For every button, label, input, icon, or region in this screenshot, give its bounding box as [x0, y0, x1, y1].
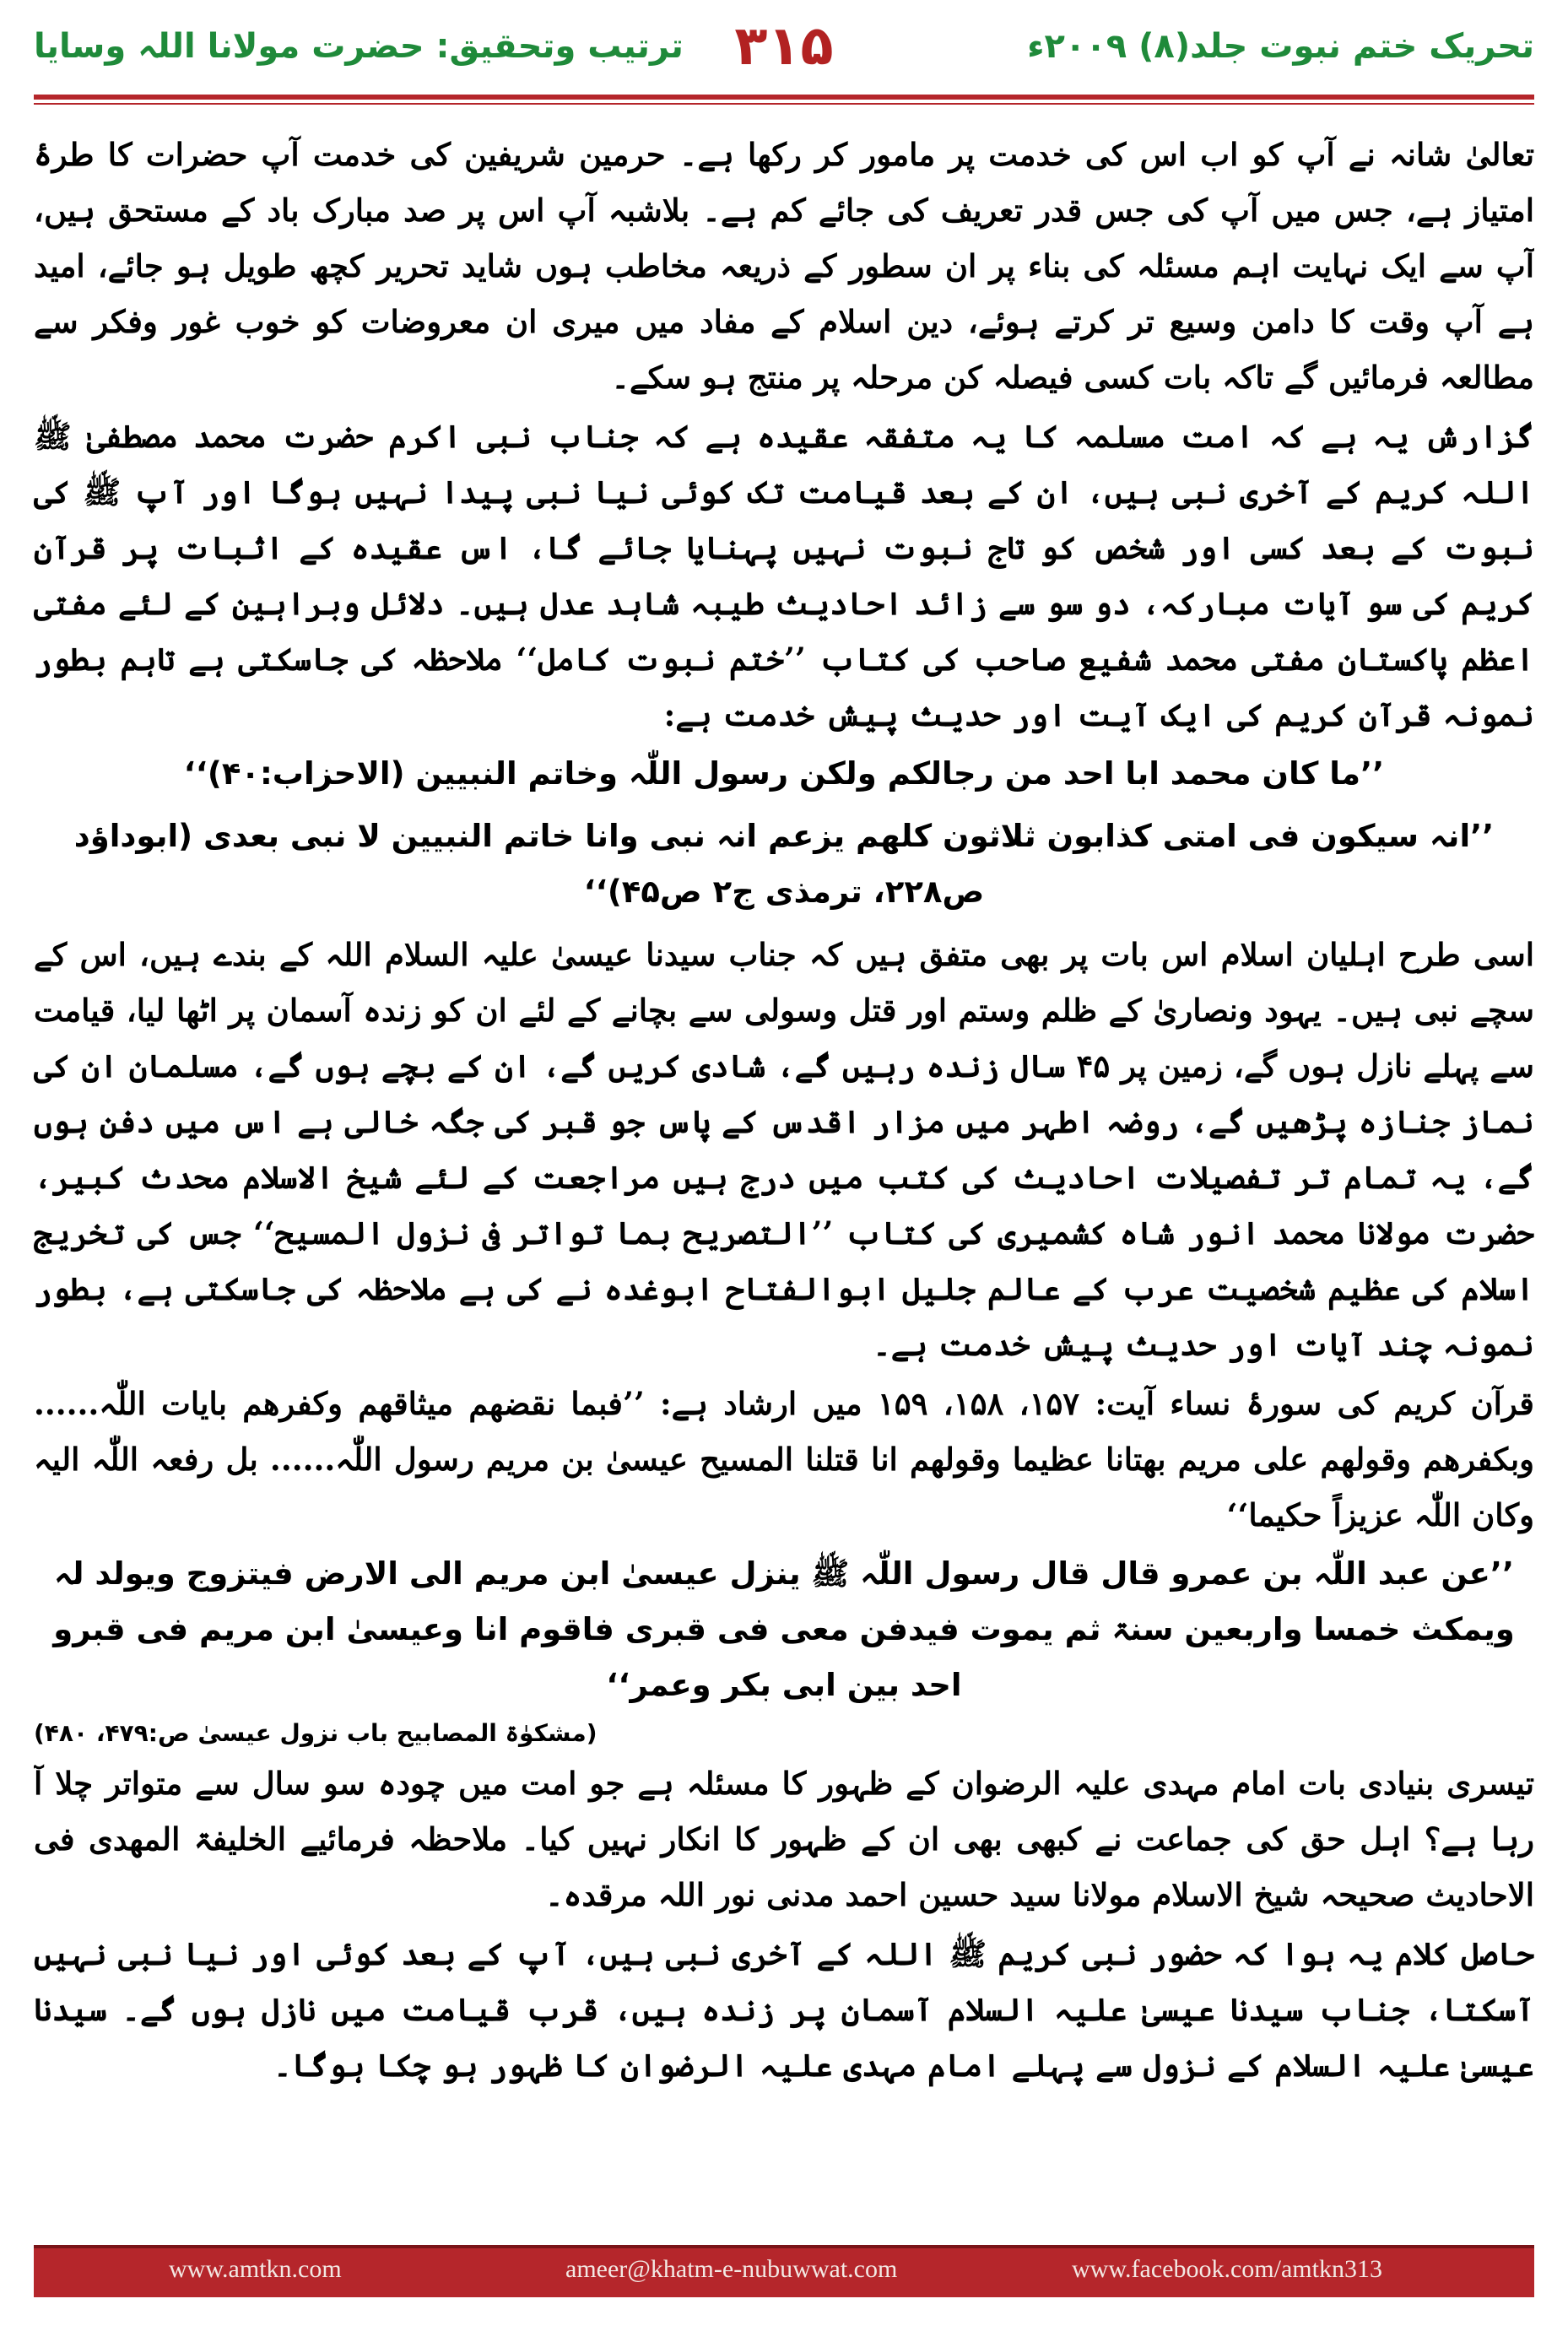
- quote-ahzab: ’’ما کان محمد ابا احد من رجالکم ولکن رسول اللّٰہ وخاتم النبیین (الاحزاب:۴۰)‘‘: [183, 755, 1385, 792]
- quote-hadith-2: ’’عن عبد اللّٰہ بن عمرو قال قال رسول اللّٰہ ﷺ ینزل عیسیٰ ابن مریم الی الارض فیتزوج ویولد لہ ویمکث خمسا واربعین سنۃ ثم یموت فیدفن معی فی قبری فاقوم انا وعیسیٰ ابن مریم فی قبرو احد بین ابی بکر وعمر‘‘: [53, 1555, 1515, 1703]
- footer-facebook-link[interactable]: www.facebook.com/amtkn313: [1072, 2255, 1382, 2283]
- paragraph-3: اسی طرح اہلیان اسلام اس بات پر بھی متفق ہیں کہ جناب سیدنا عیسیٰ علیہ السلام اللہ کے بندے ہیں، اس کے سچے نبی ہیں۔ یہود ونصاریٰ کے ظلم وستم اور قتل وسولی سے بچانے کے لئے ان کو زندہ آسمان پر اٹھا لیا، قیامت سے پہلے نازل ہوں گے، زمین پر ۴۵ سال زندہ رہیں گے، شادی کریں گے، ان کے بچے ہوں گے، مسلمان ان کی نماز جنازہ پڑھیں گے، روضہ اطہر میں مزار اقدس کے پاس جو قبر کی جگہ خالی ہے اس میں دفن ہوں گے، یہ تمام تر تفصیلات احادیث کی کتب میں درج ہیں مراجعت کے لئے شیخ الاسلام محدث کبیر، حضرت مولانا محمد انور شاہ کشمیری کی کتاب ’’التصریح بما تواتر فی نزول المسیح‘‘ جس کی تخریج اسلام کی عظیم شخصیت عرب کے عالم جلیل ابوالفتاح ابوغدہ نے کی ہے ملاحظہ کی جاسکتی ہے، بطور نمونہ چند آیات اور حدیث پیش خدمت ہے۔: [34, 936, 1534, 1363]
- paragraph-4: قرآن کریم کی سورۂ نساء آیت: ۱۵۷، ۱۵۸، ۱۵۹ میں ارشاد ہے: ’’فبما نقضھم میثاقھم وکفرھم بایات اللّٰہ...... وبکفرھم وقولھم علی مریم بھتانا عظیما وقولھم انا قتلنا المسیح عیسیٰ بن مریم رسول اللّٰہ...... بل رفعہ اللّٰہ الیہ وکان اللّٰہ عزیزاً حکیما‘‘: [34, 1385, 1534, 1533]
- footer-website-link[interactable]: www.amtkn.com: [169, 2255, 342, 2283]
- header-rule: [34, 95, 1534, 100]
- page-footer: [34, 2245, 1534, 2297]
- paragraph-2: گزارش یہ ہے کہ امت مسلمہ کا یہ متفقہ عقیدہ ہے کہ جناب نبی اکرم حضرت محمد مصطفیٰ ﷺ اللہ کریم کے آخری نبی ہیں، ان کے بعد قیامت تک کوئی نیا نبی پیدا نہیں ہوگا اور آپ ﷺ کی نبوت کے بعد کسی اور شخص کو تاج نبوت نہیں پہنایا جائے گا، اس عقیدہ کے اثبات پر قرآن کریم کی سو آیات مبارکہ، دو سو سے زائد احادیث طیبہ شاہد عدل ہیں۔ دلائل وبراہین کے لئے مفتی اعظم پاکستان مفتی محمد شفیع صاحب کی کتاب ’’ختم نبوت کامل‘‘ ملاحظہ کی جاسکتی ہے تاہم بطور نمونہ قرآن کریم کی ایک آیت اور حدیث پیش خدمت ہے:: [34, 418, 1534, 733]
- paragraph-5: تیسری بنیادی بات امام مہدی علیہ الرضوان کے ظہور کا مسئلہ ہے جو امت میں چودہ سو سال سے متواتر چلا آ رہا ہے؟ اہل حق کی جماعت نے کبھی بھی ان کے ظہور کا انکار نہیں کیا۔ ملاحظہ فرمائیے الخلیفۃ المھدی فی الاحادیث صحیحہ شیخ الاسلام مولانا سید حسین احمد مدنی نور اللہ مرقدہ۔: [34, 1765, 1534, 1913]
- header-rule-thin: [34, 103, 1534, 105]
- paragraph-1: تعالیٰ شانہ نے آپ کو اب اس کی خدمت پر مامور کر رکھا ہے۔ حرمین شریفین کی خدمت آپ حضرات کا طرۂ امتیاز ہے، جس میں آپ کی جس قدر تعریف کی جائے کم ہے۔ بلاشبہ آپ اس پر صد مبارک باد کے مستحق ہیں، آپ سے ایک نہایت اہم مسئلہ کی بناء پر ان سطور کے ذریعہ مخاطب ہوں شاید تحریر کچھ طویل ہو جائے، امید ہے آپ وقت کا دامن وسیع تر کرتے ہوئے، دین اسلام کے مفاد میں میری ان معروضات کو خوب غور وفکر سے مطالعہ فرمائیں گے تاکہ بات کسی فیصلہ کن مرحلہ پر منتج ہو سکے۔: [34, 136, 1534, 396]
- citation-mishkat: (مشکوٰۃ المصابیح باب نزول عیسیٰ ص:۴۷۹، ۴۸۰): [34, 1719, 597, 1747]
- quote-hadith-1: ’’انہ سیکون فی امتی کذابون ثلاثون کلھم یزعم انہ نبی وانا خاتم النبیین لا نبی بعدی (ابوداؤد ص۲۲۸، ترمذی ج۲ ص۴۵)‘‘: [73, 818, 1495, 910]
- page-body: [34, 127, 1534, 2224]
- page-header: [0, 0, 1568, 127]
- paragraph-6: حاصل کلام یہ ہوا کہ حضور نبی کریم ﷺ اللہ کے آخری نبی ہیں، آپ کے بعد کوئی اور نیا نبی نہیں آسکتا، جناب سیدنا عیسیٰ علیہ السلام آسمان پر زندہ ہیں، قرب قیامت میں نازل ہوں گے۔ سیدنا عیسیٰ علیہ السلام کے نزول سے پہلے امام مہدی علیہ الرضوان کا ظہور ہو چکا ہوگا۔: [34, 1935, 1534, 2084]
- page-number: ۳۱۵: [734, 15, 834, 78]
- footer-email-link[interactable]: ameer@khatm-e-nubuwwat.com: [565, 2255, 898, 2283]
- header-author: ترتیب وتحقیق: حضرت مولانا اللہ وسایا: [34, 27, 684, 66]
- header-book-title: تحریک ختم نبوت جلد(۸) ۲۰۰۹ء: [1027, 27, 1534, 66]
